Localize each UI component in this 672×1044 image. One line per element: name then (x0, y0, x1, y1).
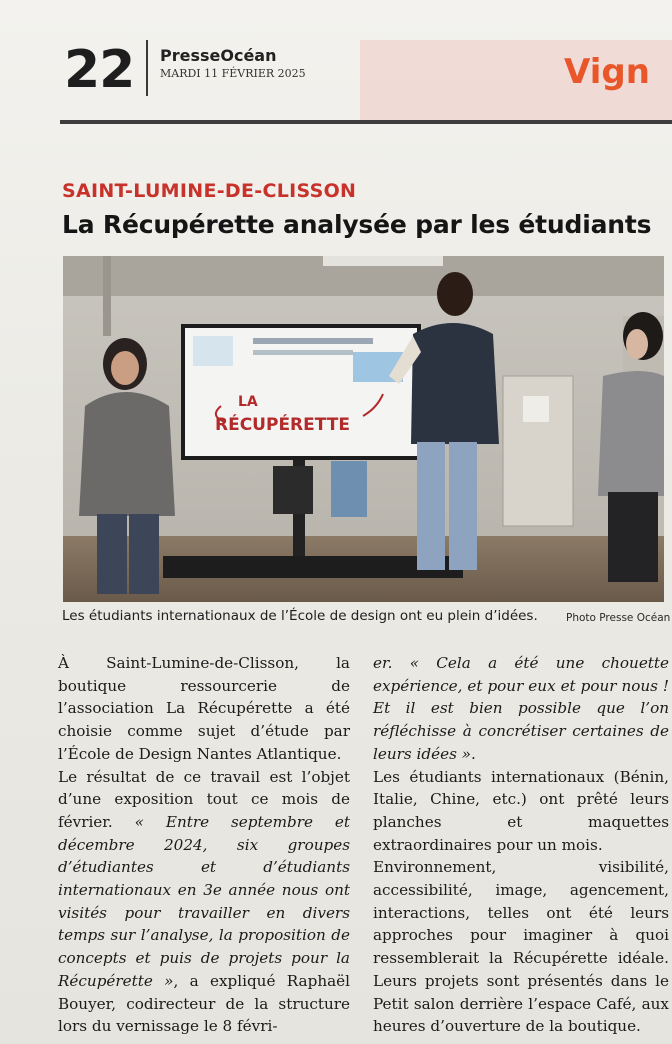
section-heading: Vign (564, 52, 650, 92)
masthead-separator (146, 40, 148, 96)
article-headline: La Récupérette analysée par les étudiants (62, 210, 652, 239)
paragraph (58, 766, 350, 1038)
top-rule (60, 120, 672, 124)
photo-credit: Photo Presse Océan (566, 612, 671, 624)
paragraph: Environnement, visibilité, accessibilité, image, agencement, interactions, telles ont été leurs approches pour imaginer à quoi ressemblerait la Récupérette idéale. Leurs projets sont présentés dans le Petit salon derrière l’espace Café, aux heures d’ouverture de la boutique. (373, 858, 669, 1036)
quote: « Entre septembre et décembre 2024, six groupes d’étudiantes et d’étudiants internationaux en 3e année nous ont visités pour travailler en divers temps sur l’analyse, la proposition de concepts et puis de projets pour la Récupérette » (58, 812, 351, 990)
article-photo (63, 256, 664, 602)
attribution: , a expliqué Raphaël Bouyer, codirecteur de la structure lors du vernissage le 8 févri- (58, 971, 350, 1036)
article-kicker: SAINT-LUMINE-DE-CLISSON (62, 180, 357, 202)
paragraph-text: Le résultat de ce travail est l’objet d’une exposition tout ce mois de février. (58, 767, 350, 831)
photo-illustration (63, 256, 664, 602)
screen-logo-text: RÉCUPÉRETTE (215, 415, 350, 435)
photo-caption: Les étudiants internationaux de l’École de design ont eu plein d’idées. (62, 608, 538, 624)
paragraph: À Saint-Lumine-de-Clisson, la boutique ressourcerie de l’association La Récupérette a été choisie comme sujet d’étude par l’École de Design Nantes Atlantique. (58, 654, 350, 763)
article-column-2 (373, 652, 669, 1038)
quote-continued: er. « Cela a été une chouette expérience, et pour eux et pour nous ! Et il est bien possible que l’on réfléchisse à concrétiser certaines de leurs idées ». (373, 654, 669, 763)
page-number: 22 (64, 40, 135, 100)
paragraph: Les étudiants internationaux (Bénin, Italie, Chine, etc.) ont prêté leurs planches et maquettes extraordinaires pour un mois. (373, 767, 669, 854)
screen-logo-top: LA (238, 394, 258, 410)
article-column-1 (58, 652, 350, 1038)
newspaper-name: PresseOcéan (160, 46, 277, 65)
issue-date: MARDI 11 FÉVRIER 2025 (160, 67, 306, 80)
